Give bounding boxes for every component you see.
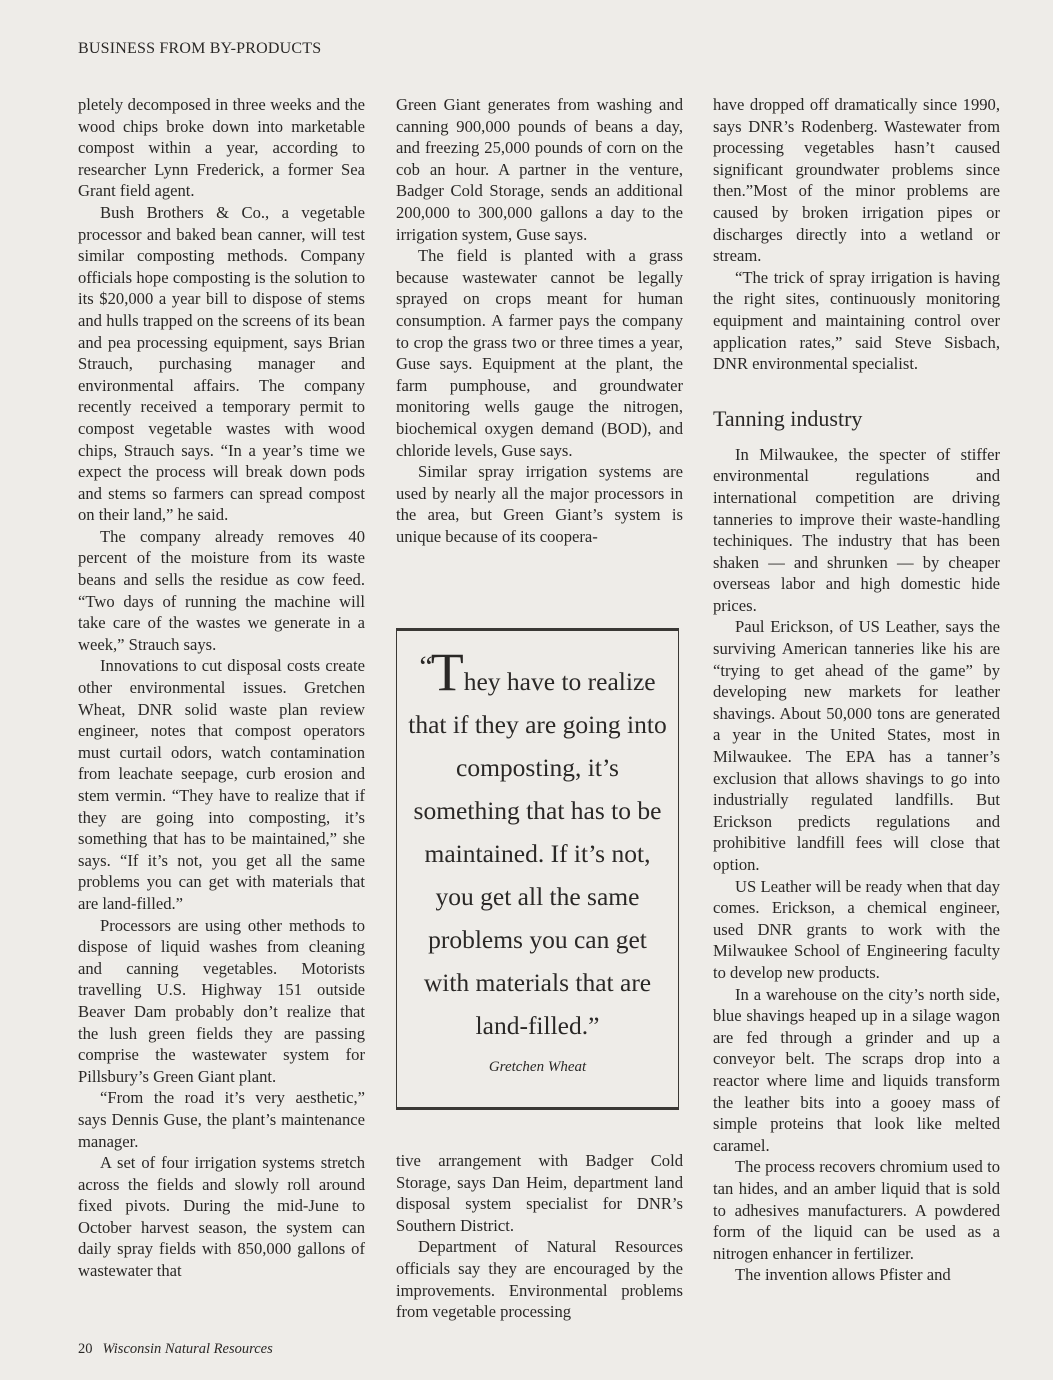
page-footer	[78, 1341, 273, 1358]
pull-quote	[396, 628, 679, 1110]
paragraph: The company already removes 40 percent of the moisture from its waste beans and sells the residue as cow feed. “Two days of running the machine will take care of the wastes we generate in a week,” Strauch says.	[78, 526, 365, 654]
paragraph: The process recovers chromium used to tan hides, and an amber liquid that is sold to adhesives manufacturers. A powdered form of the liquid can be used as a nitrogen enhancer in fertilizer.	[713, 1157, 1000, 1263]
paragraph: In Milwaukee, the specter of stiffer environmental regulations and international competition are driving tanneries to improve their waste-handling techiniques. The industry that has been shaken — and shrunken — by cheaper overseas labor and high domestic hide prices.	[713, 444, 1000, 615]
pull-quote-dropcap: T	[430, 642, 464, 702]
column-2-bottom	[396, 1150, 683, 1323]
paragraph: Innovations to cut disposal costs create other environmental issues. Gretchen Wheat, DNR solid waste plan review engineer, notes that compost operators must curtail odors, watch contamination from leachate seepage, curb erosion and stem vermin. “They have to realize that if they are going into composting, it’s something that has to be maintained,” she says. “If it’s not, you get all the same problems you can get with materials that are land-filled.”	[78, 656, 365, 913]
paragraph: The field is planted with a grass because wastewater cannot be legally sprayed on crops meant for human consumption. A farmer pays the company to crop the grass two or three times a year, Guse says. Equipment at the plant, the farm pumphouse, and groundwater monitoring wells gauge the nitrogen, biochemical oxygen demand (BOD), and chloride levels, Guse says.	[396, 246, 683, 460]
section-header: BUSINESS FROM BY-PRODUCTS	[78, 40, 322, 57]
paragraph: US Leather will be ready when that day comes. Erickson, a chemical engineer, used DNR grants to work with the Milwaukee School of Engineering faculty to develop new products.	[713, 876, 1000, 982]
paragraph: Bush Brothers & Co., a vegetable processor and baked bean canner, will test similar composting methods. Company officials hope composting is the solution to its $20,000 a year bill to dispose of stems and hulls trapped on the screens of its bean and pea processing equipment, says Brian Strauch, purchasing manager and environmental affairs. The company recently received a temporary permit to compost vegetable wastes with wood chips, Strauch says. “In a year’s time we expect the process will break down pods and stems so farmers can spread compost on their land,” he said.	[78, 202, 365, 525]
paragraph: In a warehouse on the city’s north side, blue shavings heaped up in a silage wagon are fed through a grinder and up a conveyor belt. The scraps drop into a reactor where lime and liquids transform the leather bits into a gooey mass of simple proteins that look like melted caramel.	[713, 984, 1000, 1155]
column-1	[78, 94, 365, 1282]
paragraph: pletely decomposed in three weeks and the wood chips broke down into marketable compost within a year, according to researcher Lynn Frederick, a former Sea Grant field agent.	[78, 95, 365, 201]
pull-quote-text	[407, 642, 668, 1047]
column-3	[713, 94, 1000, 1286]
paragraph: Green Giant generates from washing and canning 900,000 pounds of beans a day, and freezing 25,000 pounds of corn on the cob an hour. A partner in the venture, Badger Cold Storage, sends an additional 200,000 to 300,000 gallons a day to the irrigation system, Guse says.	[396, 95, 683, 244]
pull-quote-attribution: Gretchen Wheat	[488, 1059, 587, 1075]
paragraph: Similar spray irrigation systems are used by nearly all the major processors in the area, but Green Giant’s system is unique because of its coopera-	[396, 462, 683, 546]
paragraph: “The trick of spray irrigation is having the right sites, continuously monitoring equipment and maintaining control over application rates,” said Steve Sisbach, DNR environmental specialist.	[713, 267, 1000, 374]
publication-name: Wisconsin Natural Resources	[102, 1341, 273, 1357]
column-2-top	[396, 94, 683, 547]
paragraph: have dropped off dramatically since 1990, says DNR’s Rodenberg. Wastewater from processing vegetables hasn’t caused significant groundwater problems since then.”Most of the minor problems are caused by broken irrigation pipes or discharges directly into a wetland or stream.	[713, 95, 1000, 266]
paragraph: Department of Natural Resources officials say they are encouraged by the improvements. Environmental problems from vegetable processing	[396, 1237, 683, 1322]
paragraph: Paul Erickson, of US Leather, says the surviving American tanneries like his are “trying to get ahead of the game” by developing new markets for leather shavings. About 50,000 tons are generated a year in the United States, most in Milwaukee. The EPA has a tanner’s exclusion that allows shavings to go into industrially regulated landfills. But Erickson predicts regulations and prohibitive landfill fees will close that option.	[713, 617, 1000, 874]
subhead-tanning-industry: Tanning industry	[713, 405, 863, 431]
paragraph: Processors are using other methods to dispose of liquid washes from cleaning and canning vegetables. Motorists travelling U.S. Highway 151 outside Beaver Dam probably don’t realize that the lush green fields they are passing comprise the wastewater system for Pillsbury’s Green Giant plant.	[78, 915, 365, 1086]
pull-quote-open-mark: “	[419, 650, 431, 683]
paragraph: A set of four irrigation systems stretch across the fields and slowly roll around fixed pivots. During the mid-June to October harvest season, the system can daily spray fields with 850,000 gallons of wastewater that	[78, 1153, 365, 1281]
pull-quote-body: hey have to realize that if they are going into composting, it’s something that has to be maintained. If it’s not, you get all the same problems you can get with materials that are land-filled.”	[408, 667, 667, 1040]
paragraph: tive arrangement with Badger Cold Storage, says Dan Heim, department land disposal system specialist for DNR’s Southern District.	[396, 1151, 683, 1235]
page-number: 20	[78, 1341, 93, 1357]
paragraph: “From the road it’s very aesthetic,” says Dennis Guse, the plant’s maintenance manager.	[78, 1088, 365, 1151]
paragraph: The invention allows Pfister and	[735, 1265, 951, 1285]
